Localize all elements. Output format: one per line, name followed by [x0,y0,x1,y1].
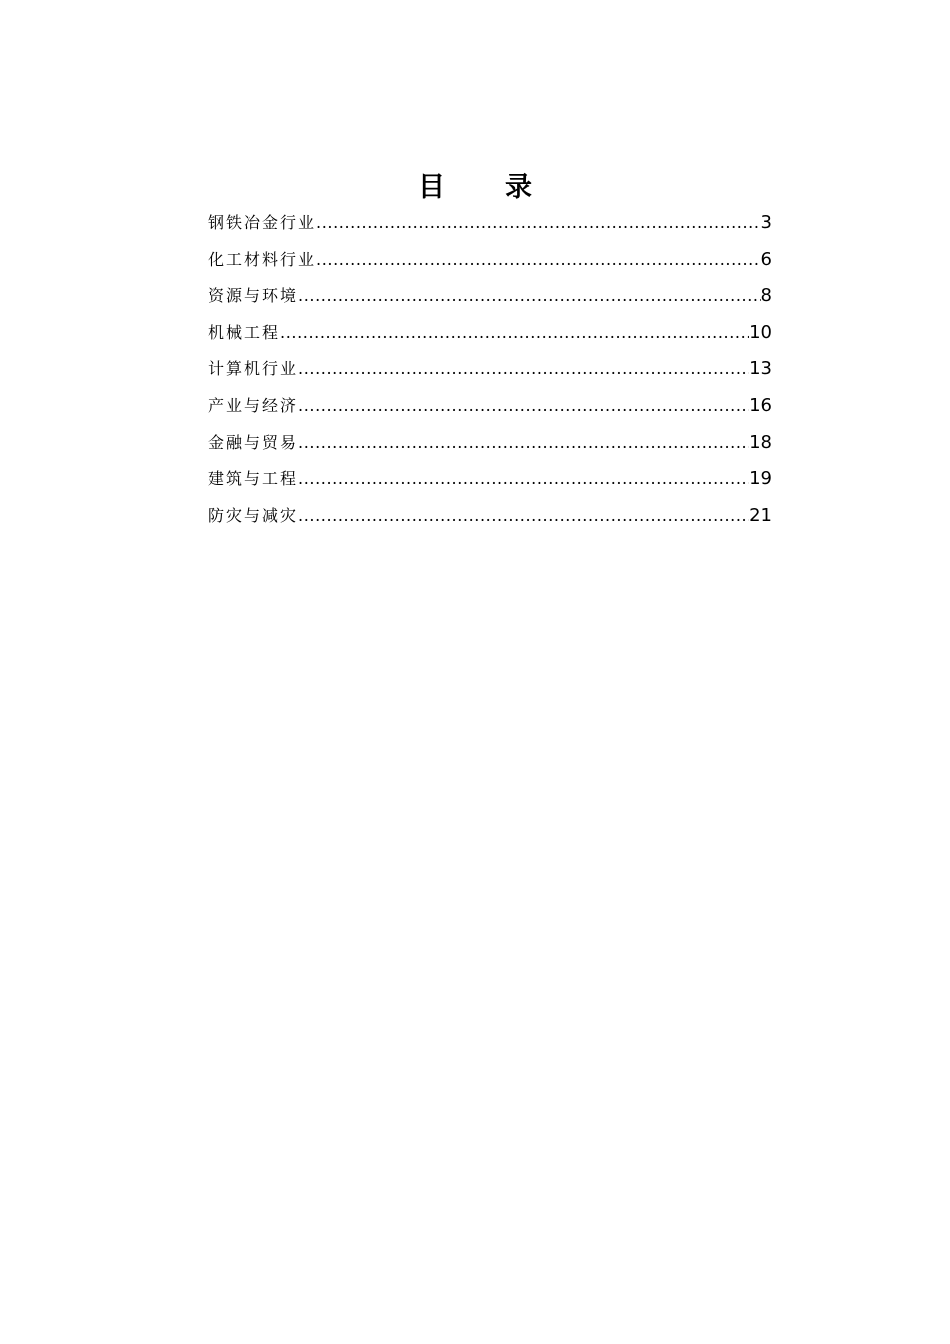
toc-entry[interactable] [208,205,772,242]
toc-list [208,205,772,534]
toc-page-number: 19 [749,468,772,490]
toc-entry[interactable] [208,461,772,498]
toc-entry[interactable] [208,278,772,315]
toc-title-char-2: 录 [505,172,532,203]
toc-entry-label: 机械工程 [208,322,281,342]
toc-page-number: 18 [749,431,772,453]
toc-dot-leader [298,461,749,498]
toc-title-char-1: 目 [418,172,445,203]
toc-entry-label: 建筑与工程 [208,469,299,489]
toc-entry[interactable] [208,425,772,462]
toc-dot-leader [316,205,761,242]
toc-page-number: 13 [749,358,772,380]
toc-page-number: 6 [760,248,772,270]
toc-dot-leader [280,315,749,352]
toc-page-number: 3 [760,212,772,233]
toc-page-number: 16 [749,394,772,416]
toc-page-number: 8 [760,285,772,307]
toc-entry-label: 产业与经济 [208,395,299,415]
toc-entry-label: 钢铁冶金行业 [208,213,317,232]
toc-page-number: 21 [749,504,772,526]
toc-dot-leader [298,278,761,315]
toc-dot-leader [298,351,749,388]
toc-dot-leader [298,425,749,462]
toc-entry-label: 金融与贸易 [208,432,299,452]
toc-entry[interactable] [208,351,772,388]
toc-entry[interactable] [208,388,772,425]
toc-dot-leader [298,388,749,425]
toc-entry[interactable] [208,498,772,535]
toc-dot-leader [298,498,749,535]
toc-page-number: 10 [749,321,772,343]
toc-entry-label: 资源与环境 [208,286,299,306]
toc-entry-label: 化工材料行业 [208,249,317,269]
toc-entry-label: 防灾与减灾 [208,505,299,525]
toc-entry[interactable] [208,242,772,279]
toc-title [0,170,950,206]
toc-entry-label: 计算机行业 [208,359,299,379]
toc-dot-leader [316,242,761,279]
toc-entry[interactable] [208,315,772,352]
